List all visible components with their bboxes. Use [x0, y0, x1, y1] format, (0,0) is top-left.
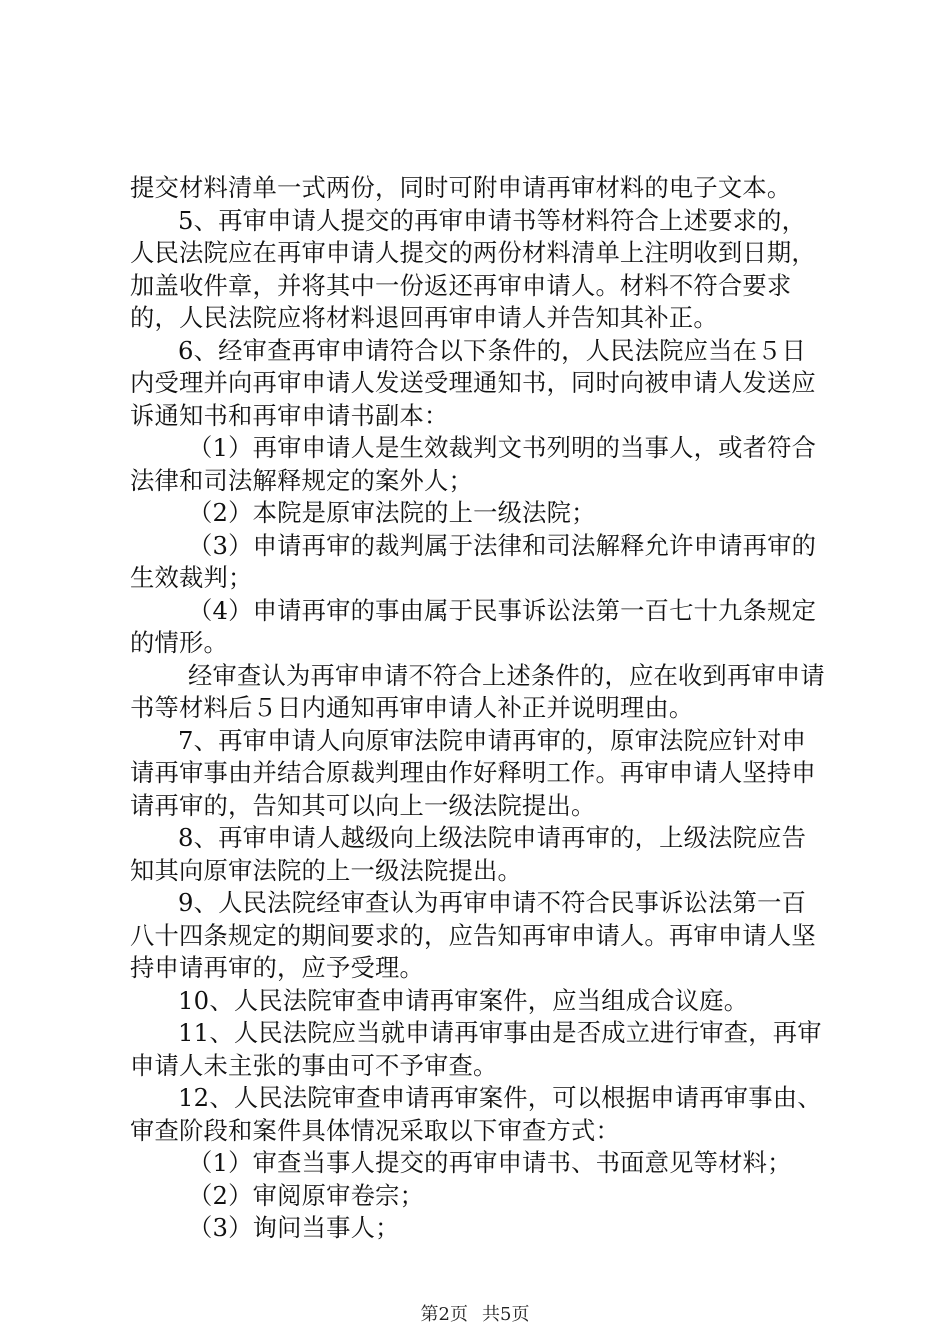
paragraph-12: 10、人民法院审查申请再审案件，应当组成合议庭。	[178, 985, 749, 1015]
paragraph-13: 11、人民法院应当就申请再审事由是否成立进行审查，再审申请人未主张的事由可不予审查。	[130, 1018, 822, 1080]
paragraph-15: （1）审查当事人提交的再审申请书、书面意见等材料；	[188, 1148, 792, 1177]
paragraph-1: 提交材料清单一式两份，同时可附申请再审材料的电子文本。	[130, 173, 792, 202]
page-total: 共5页	[482, 1304, 530, 1325]
page-footer	[0, 1300, 950, 1326]
paragraph-2: 5、再审申请人提交的再审申请书等材料符合上述要求的，人民法院应在再审申请人提交的两份材料清单上注明收到日期，加盖收件章，并将其中一份返还再审申请人。材料不符合要求的，人民法院应将材料退回再审申请人并告知其补正。	[130, 205, 816, 332]
paragraph-16: （2）审阅原审卷宗；	[188, 1180, 425, 1210]
paragraph-4: （1）再审申请人是生效裁判文书列明的当事人，或者符合法律和司法解释规定的案外人；	[130, 433, 817, 495]
paragraph-11: 9、人民法院经审查认为再审申请不符合民事诉讼法第一百八十四条规定的期间要求的，应告知再审申请人。再审申请人坚持申请再审的，应予受理。	[130, 888, 816, 982]
document-body	[130, 172, 830, 1245]
paragraph-7: （4）申请再审的事由属于民事诉讼法第一百七十九条规定的情形。	[130, 595, 817, 657]
paragraph-5: （2）本院是原审法院的上一级法院；	[188, 498, 596, 527]
paragraph-17: （3）询问当事人；	[188, 1213, 400, 1242]
paragraph-8: 经审查认为再审申请不符合上述条件的，应在收到再审申请书等材料后５日内通知再审申请人补正并说明理由。	[130, 660, 825, 722]
paragraph-3: 6、经审查再审申请符合以下条件的，人民法院应当在５日内受理并向再审申请人发送受理通知书，同时向被申请人发送应诉通知书和再审申请书副本：	[130, 335, 816, 430]
paragraph-6: （3）申请再审的裁判属于法律和司法解释允许申请再审的生效裁判；	[130, 530, 817, 592]
paragraph-9: 7、再审申请人向原审法院申请再审的，原审法院应针对申请再审事由并结合原裁判理由作好释明工作。再审申请人坚持申请再审的，告知其可以向上一级法院提出。	[130, 725, 816, 820]
page-number: 第2页	[420, 1304, 468, 1325]
paragraph-14: 12、人民法院审查申请再审案件，可以根据申请再审事由、审查阶段和案件具体情况采取以下审查方式：	[130, 1083, 822, 1145]
paragraph-10: 8、再审申请人越级向上级法院申请再审的，上级法院应告知其向原审法院的上一级法院提出。	[130, 823, 807, 885]
